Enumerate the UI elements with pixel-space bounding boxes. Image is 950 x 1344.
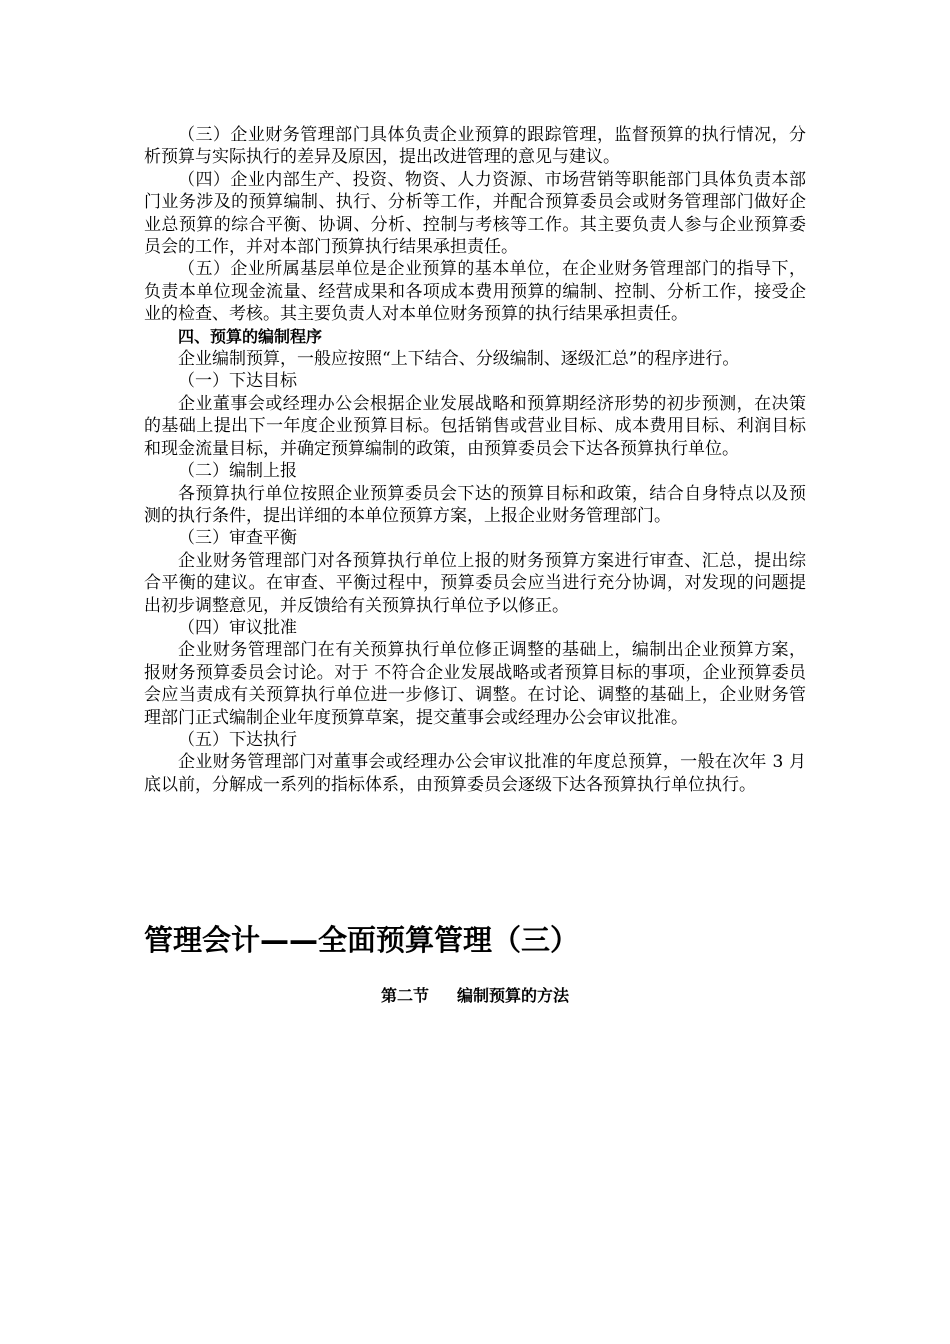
subheading-compile-report: （二）编制上报 [178,461,297,482]
subheading-issue-execute: （五）下达执行 [178,729,297,750]
document-title: 管理会计——全面预算管理（三） [144,923,580,957]
section-title [144,984,806,1008]
paragraph-issue-execute: 企业财务管理部门对董事会或经理办公会审议批准的年度总预算，一般在次年 3 月底以前，分解成一系列的指标体系，由预算委员会逐级下达各预算执行单位执行。 [144,752,806,795]
paragraph-functional-depts: （四）企业内部生产、投资、物资、人力资源、市场营销等职能部门具体负责本部门业务涉及的预算编制、执行、分析等工作，并配合预算委员会或财务管理部门做好企业总预算的综合平衡、协调、分析、控制与考核等工作。其主要负责人参与企业预算委员会的工作，并对本部门预算执行结果承担责任。 [144,169,806,258]
paragraph-issue-targets: 企业董事会或经理办公会根据企业发展战略和预算期经济形势的初步预测，在决策的基础上提出下一年度企业预算目标。包括销售或营业目标、成本费用目标、利润目标和现金流量目标，并确定预算编制的政策，由预算委员会下达各预算执行单位。 [144,393,806,459]
paragraph-compile-report: 各预算执行单位按照企业预算委员会下达的预算目标和政策，结合自身特点以及预测的执行条件，提出详细的本单位预算方案，上报企业财务管理部门。 [144,483,806,526]
section-name: 编制预算的方法 [457,986,570,1005]
paragraph-procedure-intro: 企业编制预算，一般应按照“上下结合、分级编制、逐级汇总”的程序进行。 [178,349,740,370]
heading-budget-procedure: 四、预算的编制程序 [178,326,323,346]
subheading-deliberate-approve: （四）审议批准 [178,617,297,638]
section-number: 第二节 [380,986,429,1005]
paragraph-finance-dept: （三）企业财务管理部门具体负责企业预算的跟踪管理，监督预算的执行情况，分析预算与实际执行的差异及原因，提出改进管理的意见与建议。 [144,125,806,168]
paragraph-basic-units: （五）企业所属基层单位是企业预算的基本单位，在企业财务管理部门的指导下，负责本单位现金流量、经营成果和各项成本费用预算的编制、控制、分析工作，接受企业的检查、考核。其主要负责人对本单位财务预算的执行结果承担责任。 [144,259,806,325]
document-body [144,124,806,796]
subheading-review-balance: （三）审查平衡 [178,528,297,549]
subheading-issue-targets: （一）下达目标 [178,371,297,392]
paragraph-deliberate-approve: 企业财务管理部门在有关预算执行单位修正调整的基础上，编制出企业预算方案，报财务预算委员会讨论。对于 不符合企业发展战略或者预算目标的事项，企业预算委员会应当责成有关预算执行单位进一步修订、调整。在讨论、调整的基础上，企业财务管理部门正式编制企业年度预算草案，提交董事会或经理办公会审议批准。 [144,640,806,728]
paragraph-review-balance: 企业财务管理部门对各预算执行单位上报的财务预算方案进行审查、汇总，提出综合平衡的建议。在审查、平衡过程中，预算委员会应当进行充分协调，对发现的问题提出初步调整意见，并反馈给有关预算执行单位予以修正。 [144,550,806,616]
